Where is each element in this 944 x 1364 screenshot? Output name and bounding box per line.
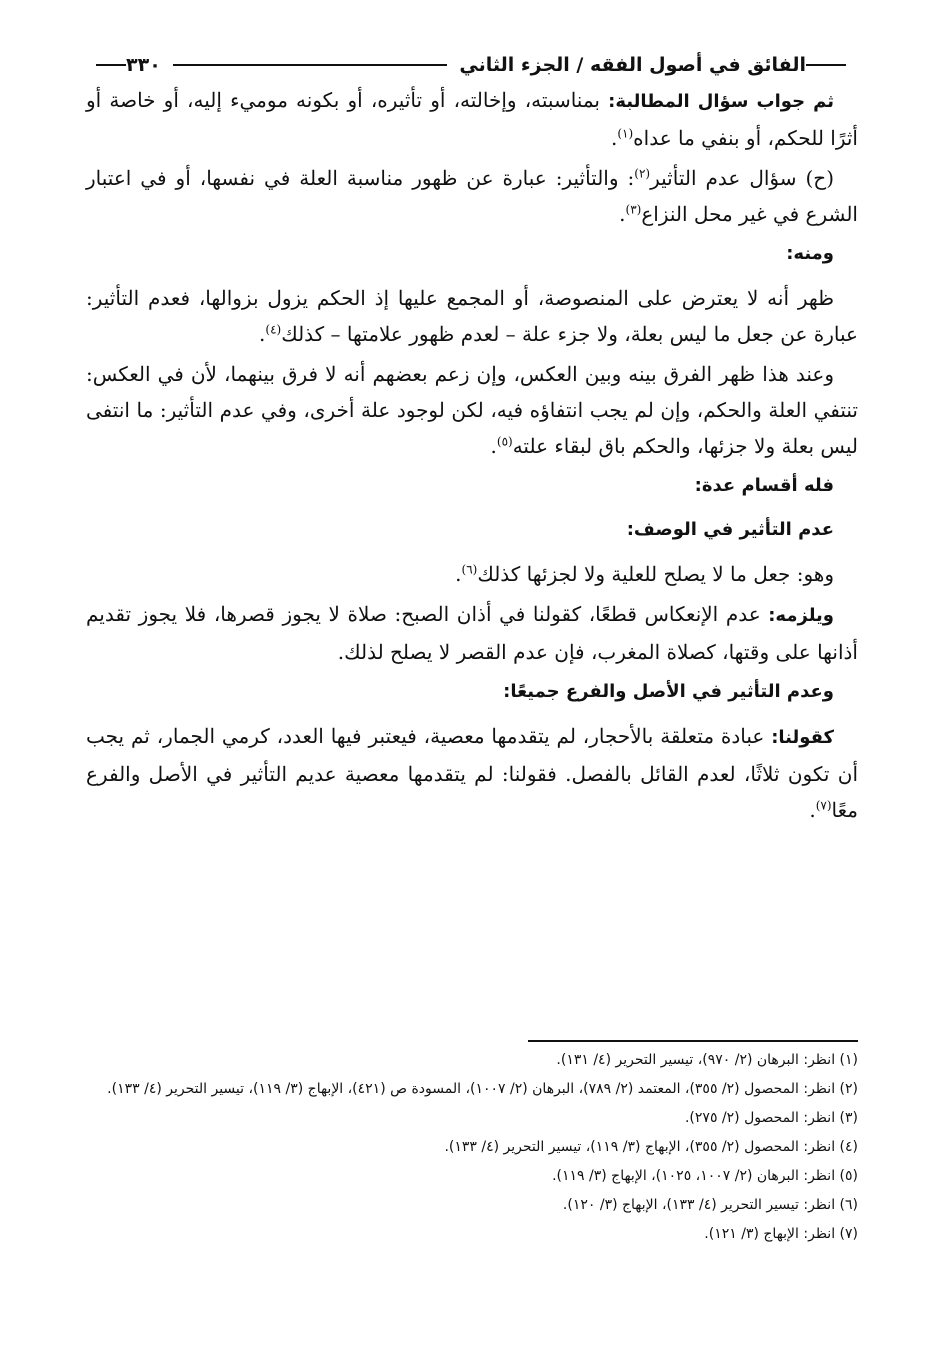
paragraph-text: ظهر أنه لا يعترض على المنصوصة، أو المجمع عليها إذ الحكم يزول بزوالها، فعدم التأثير: عبارة عن جعل ما ليس بعلة، ولا جزء علة – لعدم ظهور علامتها – كذلك (86, 286, 858, 346)
footnotes (86, 1046, 858, 1249)
period: . (619, 202, 626, 226)
paragraph (86, 596, 858, 670)
paragraph (86, 82, 858, 156)
period: . (455, 562, 462, 586)
paragraph (86, 280, 858, 352)
paragraph-text: عدم الإنعكاس قطعًا، كقولنا في أذان الصبح: صلاة لا يجوز قصرها، فلا يجوز تقديم أذانها على وقتها، كصلاة المغرب، فإن عدم القصر لا يصلح لذلك. (86, 602, 858, 664)
footnote-ref: (٥) (496, 434, 513, 449)
paragraph (86, 356, 858, 464)
footnote: (٧) انظر: الإبهاج (٣/ ١٢١). (704, 1226, 858, 1242)
footnote: (٣) انظر: المحصول (٢/ ٢٧٥). (684, 1110, 858, 1126)
period: . (610, 126, 618, 150)
paragraph (86, 160, 858, 232)
paragraph-text: عبادة متعلقة بالأحجار، لم يتقدمها معصية، فيعتبر فيها العدد، كرمي الجمار، ثم يجب أن تكون ثلاثًا، لعدم القائل بالفصل. فقولنا: لم يتقدمها معصية عديم التأثير في الأصل والفرع معًا (86, 724, 858, 822)
period: . (490, 434, 497, 458)
page-header (88, 52, 856, 78)
period: . (809, 798, 816, 822)
footnote: (٥) انظر: البرهان (٢/ ١٠٠٧، ١٠٢٥)، الإبهاج (٣/ ١١٩). (552, 1168, 858, 1184)
bold-lead: كقولنا: (771, 727, 834, 748)
paragraph-text: بمناسبته، وإخالته، أو تأثيره، أو بكونه موميء إليه، أو خاصة أو أثرًا للحكم، أو بنفي ما عداه (86, 88, 858, 150)
paragraph-text: وعند هذا ظهر الفرق بينه وبين العكس، وإن زعم بعضهم أنه لا فرق بينهما، لأن في العكس: تنتفي العلة والحكم، وإن لم يجب انتفاؤه فيه، لكن لوجود علة أخرى، وفي عدم التأثير: ما انتفى ليس بعلة ولا جزئها، والحكم باق لبقاء علته (86, 362, 858, 458)
header-rule-right (806, 64, 846, 66)
section-heading: وعدم التأثير في الأصل والفرع جميعًا: (503, 681, 834, 702)
footnote-ref: (٣) (625, 202, 642, 217)
section-heading: ومنه: (786, 243, 834, 264)
footnote: (٦) انظر: تيسير التحرير (٤/ ١٣٣)، الإبهاج (٣/ ١٢٠). (562, 1197, 858, 1213)
main-text (86, 82, 858, 832)
footnote: (٢) انظر: المحصول (٢/ ٣٥٥)، المعتمد (٢/ ٧٨٩)، البرهان (٢/ ١٠٠٧)، المسودة ص (٤٢١)، الإبهاج (٣/ ١١٩)، تيسير التحرير (٤/ ١٣٣). (107, 1081, 858, 1097)
footnote-ref: (٢) (634, 166, 651, 181)
paragraph-text: وهو: جعل ما لا يصلح للعلية ولا لجزئها كذلك (477, 562, 834, 586)
paragraph-lead: (ح) سؤال عدم التأثير (650, 166, 835, 190)
bold-lead: ويلزمه: (768, 605, 834, 626)
footnote-separator (528, 1040, 858, 1042)
period: . (259, 322, 266, 346)
footnote-ref: (٦) (461, 562, 478, 577)
footnote: (٤) انظر: المحصول (٢/ ٣٥٥)، الإبهاج (٣/ ١١٩)، تيسير التحرير (٤/ ١٣٣). (444, 1139, 858, 1155)
footnote: (١) انظر: البرهان (٢/ ٩٧٠)، تيسير التحرير (٤/ ١٣١). (556, 1052, 858, 1068)
paragraph-text: : والتأثير: عبارة عن ظهور مناسبة العلة في نفسها، أو في اعتبار الشرع في غير محل النزاع (86, 166, 858, 226)
bold-lead: ثم جواب سؤال المطالبة: (608, 91, 834, 112)
header-rule-middle (173, 64, 448, 66)
footnote-ref: (٤) (265, 322, 282, 337)
section-heading: عدم التأثير في الوصف: (626, 519, 834, 540)
footnote-ref: (١) (617, 126, 634, 141)
paragraph (86, 718, 858, 828)
section-heading: فله أقسام عدة: (694, 475, 834, 496)
footnote-ref: (٧) (815, 798, 832, 813)
page-number: ٣٣٠ (126, 54, 161, 76)
running-title: الفائق في أصول الفقه / الجزء الثاني (459, 54, 806, 76)
header-rule-left (96, 64, 126, 66)
paragraph (86, 556, 858, 592)
